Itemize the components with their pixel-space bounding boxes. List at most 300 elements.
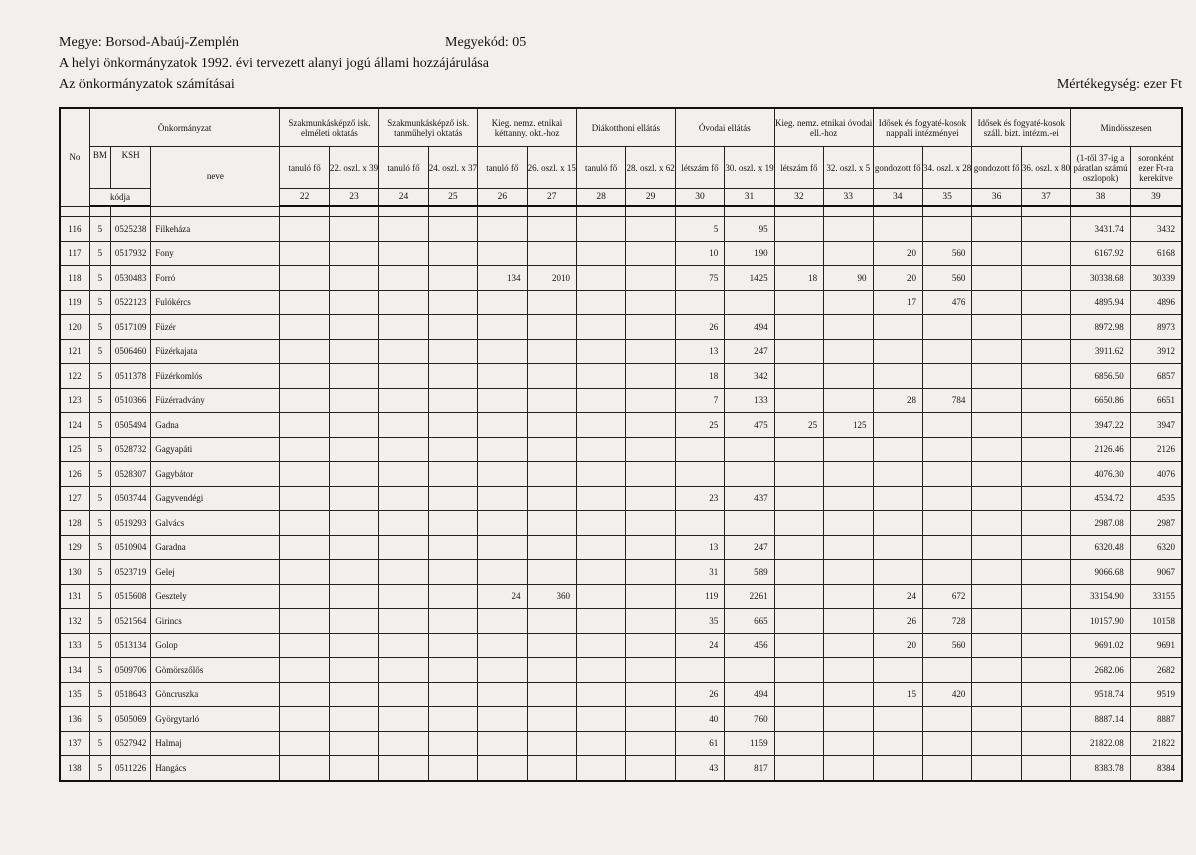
cell-c27 xyxy=(527,462,576,487)
cell-ksh: 0510904 xyxy=(110,535,150,560)
group-header: Mindösszesen xyxy=(1071,108,1182,147)
cell-c25 xyxy=(428,266,477,291)
cell-c31 xyxy=(725,658,774,683)
cell-c31: 456 xyxy=(725,633,774,658)
cell-c35 xyxy=(922,217,971,242)
cell-c32 xyxy=(774,609,823,634)
cell-bm: 5 xyxy=(89,266,110,291)
cell-name: Galvács xyxy=(151,511,280,536)
cell-c22 xyxy=(280,241,329,266)
cell-c36 xyxy=(972,462,1021,487)
cell-ksh: 0518643 xyxy=(110,682,150,707)
cell-c26 xyxy=(478,290,527,315)
group-header: Kieg. nemz. etnikai óvodai ell.-hoz xyxy=(774,108,873,147)
cell-c22 xyxy=(280,364,329,389)
cell-c29 xyxy=(626,535,675,560)
cell-no: 132 xyxy=(60,609,89,634)
cell-c36 xyxy=(972,315,1021,340)
cell-c28 xyxy=(576,609,625,634)
cell-c39: 4896 xyxy=(1130,290,1182,315)
cell-c39: 8887 xyxy=(1130,707,1182,732)
cell-c29 xyxy=(626,241,675,266)
cell-ksh: 0523719 xyxy=(110,560,150,585)
cell-c26 xyxy=(478,609,527,634)
cell-c22 xyxy=(280,290,329,315)
cell-c36 xyxy=(972,633,1021,658)
cell-no: 121 xyxy=(60,339,89,364)
cell-c38: 6167.92 xyxy=(1071,241,1131,266)
cell-c23 xyxy=(329,266,378,291)
cell-c38: 8887.14 xyxy=(1071,707,1131,732)
table-row xyxy=(60,560,1182,585)
cell-c28 xyxy=(576,290,625,315)
cell-no: 118 xyxy=(60,266,89,291)
cell-c33 xyxy=(824,658,873,683)
table-body xyxy=(60,206,1182,781)
cell-c31: 817 xyxy=(725,756,774,781)
cell-c32 xyxy=(774,217,823,242)
cell-c39: 10158 xyxy=(1130,609,1182,634)
col-number: 33 xyxy=(824,189,873,207)
cell-c28 xyxy=(576,560,625,585)
cell-c28 xyxy=(576,486,625,511)
cell-c36 xyxy=(972,584,1021,609)
cell-ksh: 0510366 xyxy=(110,388,150,413)
cell-c27 xyxy=(527,217,576,242)
sub-header: tanuló fő xyxy=(379,147,428,189)
cell-name: Füzérradvány xyxy=(151,388,280,413)
col-number: 38 xyxy=(1071,189,1131,207)
cell-c22 xyxy=(280,217,329,242)
cell-c24 xyxy=(379,462,428,487)
cell-c32 xyxy=(774,584,823,609)
col-ksh: KSH xyxy=(110,147,150,189)
cell-no: 131 xyxy=(60,584,89,609)
cell-c26 xyxy=(478,682,527,707)
cell-c30: 26 xyxy=(675,682,724,707)
cell-c31: 95 xyxy=(725,217,774,242)
cell-c39: 2682 xyxy=(1130,658,1182,683)
sub-header: tanuló fő xyxy=(478,147,527,189)
cell-name: Füzérkomlós xyxy=(151,364,280,389)
cell-c28 xyxy=(576,315,625,340)
group-header: Kieg. nemz. etnikai kéttanny. okt.-hoz xyxy=(478,108,577,147)
cell-c36 xyxy=(972,266,1021,291)
cell-c30: 5 xyxy=(675,217,724,242)
sub-header: soronként ezer Ft-ra kerekítve xyxy=(1130,147,1182,189)
cell-c31: 475 xyxy=(725,413,774,438)
cell-c23 xyxy=(329,633,378,658)
col-number: 35 xyxy=(922,189,971,207)
cell-c36 xyxy=(972,290,1021,315)
sub-header: 30. oszl. x 19 xyxy=(725,147,774,189)
cell-c35: 728 xyxy=(922,609,971,634)
cell-c34 xyxy=(873,511,922,536)
table-row xyxy=(60,364,1182,389)
cell-c33 xyxy=(824,535,873,560)
cell-c39: 4076 xyxy=(1130,462,1182,487)
cell-name: Györgytarló xyxy=(151,707,280,732)
cell-c27 xyxy=(527,241,576,266)
col-number: 31 xyxy=(725,189,774,207)
cell-c30: 119 xyxy=(675,584,724,609)
sub-header: gondozott fő xyxy=(972,147,1021,189)
cell-c24 xyxy=(379,364,428,389)
cell-c39: 30339 xyxy=(1130,266,1182,291)
cell-c25 xyxy=(428,462,477,487)
cell-c30 xyxy=(675,462,724,487)
cell-c27 xyxy=(527,437,576,462)
sub-header: létszám fő xyxy=(774,147,823,189)
cell-c24 xyxy=(379,437,428,462)
cell-c22 xyxy=(280,511,329,536)
spacer-row xyxy=(60,206,1182,217)
cell-name: Garadna xyxy=(151,535,280,560)
cell-bm: 5 xyxy=(89,658,110,683)
cell-name: Fulókércs xyxy=(151,290,280,315)
cell-bm: 5 xyxy=(89,241,110,266)
cell-c23 xyxy=(329,731,378,756)
cell-c38: 4534.72 xyxy=(1071,486,1131,511)
cell-c22 xyxy=(280,609,329,634)
group-header: Idősek és fogyaté-kosok száll. bizt. intézm.-ei xyxy=(972,108,1071,147)
cell-bm: 5 xyxy=(89,339,110,364)
table-row xyxy=(60,315,1182,340)
cell-c25 xyxy=(428,486,477,511)
cell-ksh: 0519293 xyxy=(110,511,150,536)
cell-no: 122 xyxy=(60,364,89,389)
cell-c35: 420 xyxy=(922,682,971,707)
cell-c27 xyxy=(527,609,576,634)
cell-c26 xyxy=(478,707,527,732)
cell-c23 xyxy=(329,462,378,487)
cell-c37 xyxy=(1021,413,1070,438)
cell-c30: 43 xyxy=(675,756,724,781)
cell-no: 128 xyxy=(60,511,89,536)
cell-no: 125 xyxy=(60,437,89,462)
col-number: 32 xyxy=(774,189,823,207)
cell-c29 xyxy=(626,217,675,242)
cell-c32 xyxy=(774,731,823,756)
cell-c23 xyxy=(329,658,378,683)
cell-c38: 2682.06 xyxy=(1071,658,1131,683)
table-row xyxy=(60,217,1182,242)
cell-ksh: 0522123 xyxy=(110,290,150,315)
cell-c38: 4895.94 xyxy=(1071,290,1131,315)
col-number: 22 xyxy=(280,189,329,207)
cell-c24 xyxy=(379,682,428,707)
sub-header: 34. oszl. x 28 xyxy=(922,147,971,189)
cell-c33 xyxy=(824,731,873,756)
col-number: 30 xyxy=(675,189,724,207)
cell-c33 xyxy=(824,609,873,634)
cell-c37 xyxy=(1021,462,1070,487)
cell-c34: 20 xyxy=(873,633,922,658)
cell-c23 xyxy=(329,756,378,781)
cell-c27 xyxy=(527,315,576,340)
cell-c39: 9067 xyxy=(1130,560,1182,585)
cell-c25 xyxy=(428,756,477,781)
cell-c29 xyxy=(626,364,675,389)
cell-c24 xyxy=(379,584,428,609)
cell-name: Gesztely xyxy=(151,584,280,609)
cell-c24 xyxy=(379,290,428,315)
cell-c38: 4076.30 xyxy=(1071,462,1131,487)
cell-c34: 28 xyxy=(873,388,922,413)
cell-name: Girincs xyxy=(151,609,280,634)
cell-c39: 3947 xyxy=(1130,413,1182,438)
cell-ksh: 0511378 xyxy=(110,364,150,389)
cell-c30: 35 xyxy=(675,609,724,634)
cell-c35 xyxy=(922,486,971,511)
cell-c33 xyxy=(824,437,873,462)
cell-c34 xyxy=(873,217,922,242)
cell-c38: 6856.50 xyxy=(1071,364,1131,389)
cell-c22 xyxy=(280,731,329,756)
cell-c36 xyxy=(972,756,1021,781)
cell-c33 xyxy=(824,511,873,536)
cell-c31: 589 xyxy=(725,560,774,585)
cell-c37 xyxy=(1021,241,1070,266)
cell-c24 xyxy=(379,315,428,340)
cell-bm: 5 xyxy=(89,682,110,707)
cell-c28 xyxy=(576,535,625,560)
cell-c37 xyxy=(1021,266,1070,291)
cell-c24 xyxy=(379,756,428,781)
sub-header: tanuló fő xyxy=(576,147,625,189)
cell-ksh: 0513134 xyxy=(110,633,150,658)
cell-c30: 10 xyxy=(675,241,724,266)
cell-c39: 9691 xyxy=(1130,633,1182,658)
cell-c38: 6650.86 xyxy=(1071,388,1131,413)
cell-c32 xyxy=(774,241,823,266)
cell-c26 xyxy=(478,560,527,585)
table-row xyxy=(60,535,1182,560)
cell-c33 xyxy=(824,315,873,340)
cell-no: 116 xyxy=(60,217,89,242)
cell-c29 xyxy=(626,290,675,315)
cell-c25 xyxy=(428,511,477,536)
cell-bm: 5 xyxy=(89,437,110,462)
cell-c22 xyxy=(280,462,329,487)
cell-c28 xyxy=(576,266,625,291)
cell-ksh: 0509706 xyxy=(110,658,150,683)
cell-c39: 8973 xyxy=(1130,315,1182,340)
cell-c23 xyxy=(329,609,378,634)
cell-c31 xyxy=(725,462,774,487)
cell-c30: 40 xyxy=(675,707,724,732)
cell-c35 xyxy=(922,315,971,340)
cell-c36 xyxy=(972,560,1021,585)
cell-c23 xyxy=(329,217,378,242)
cell-c29 xyxy=(626,462,675,487)
cell-no: 117 xyxy=(60,241,89,266)
cell-ksh: 0521564 xyxy=(110,609,150,634)
cell-c25 xyxy=(428,339,477,364)
cell-c24 xyxy=(379,633,428,658)
cell-ksh: 0528307 xyxy=(110,462,150,487)
table-row xyxy=(60,658,1182,683)
cell-ksh: 0515608 xyxy=(110,584,150,609)
table-row xyxy=(60,339,1182,364)
table-row xyxy=(60,609,1182,634)
data-table xyxy=(59,107,1183,782)
cell-c26 xyxy=(478,217,527,242)
cell-c24 xyxy=(379,731,428,756)
cell-c22 xyxy=(280,756,329,781)
cell-c32 xyxy=(774,315,823,340)
cell-bm: 5 xyxy=(89,388,110,413)
cell-c24 xyxy=(379,241,428,266)
cell-c22 xyxy=(280,633,329,658)
cell-c37 xyxy=(1021,437,1070,462)
cell-ksh: 0517109 xyxy=(110,315,150,340)
cell-c33 xyxy=(824,290,873,315)
table-row xyxy=(60,707,1182,732)
cell-c31: 190 xyxy=(725,241,774,266)
cell-c25 xyxy=(428,731,477,756)
cell-c29 xyxy=(626,266,675,291)
cell-c26 xyxy=(478,364,527,389)
cell-c24 xyxy=(379,707,428,732)
cell-c27 xyxy=(527,511,576,536)
cell-c32 xyxy=(774,658,823,683)
cell-c33 xyxy=(824,682,873,707)
sub-header: 24. oszl. x 37 xyxy=(428,147,477,189)
cell-c37 xyxy=(1021,315,1070,340)
cell-c38: 9066.68 xyxy=(1071,560,1131,585)
cell-c27: 2010 xyxy=(527,266,576,291)
cell-c39: 6651 xyxy=(1130,388,1182,413)
cell-c22 xyxy=(280,266,329,291)
cell-c25 xyxy=(428,241,477,266)
cell-c24 xyxy=(379,486,428,511)
cell-c38: 30338.68 xyxy=(1071,266,1131,291)
cell-c32 xyxy=(774,560,823,585)
cell-c30: 13 xyxy=(675,339,724,364)
cell-c26 xyxy=(478,315,527,340)
cell-c37 xyxy=(1021,633,1070,658)
cell-no: 138 xyxy=(60,756,89,781)
cell-c35 xyxy=(922,560,971,585)
cell-c26 xyxy=(478,511,527,536)
cell-c24 xyxy=(379,413,428,438)
cell-c38: 21822.08 xyxy=(1071,731,1131,756)
cell-c39: 6168 xyxy=(1130,241,1182,266)
cell-bm: 5 xyxy=(89,511,110,536)
cell-c28 xyxy=(576,584,625,609)
cell-c28 xyxy=(576,731,625,756)
cell-name: Halmaj xyxy=(151,731,280,756)
cell-c26 xyxy=(478,658,527,683)
cell-c35 xyxy=(922,731,971,756)
col-kodja: kódja xyxy=(89,189,151,207)
cell-c23 xyxy=(329,584,378,609)
table-row xyxy=(60,633,1182,658)
col-number: 24 xyxy=(379,189,428,207)
cell-ksh: 0528732 xyxy=(110,437,150,462)
page-title: A helyi önkormányzatok 1992. évi tervezett alanyi jogú állami hozzájárulása xyxy=(59,56,489,71)
sub-header: létszám fő xyxy=(675,147,724,189)
cell-c27 xyxy=(527,290,576,315)
cell-c37 xyxy=(1021,339,1070,364)
cell-c34 xyxy=(873,756,922,781)
cell-c32 xyxy=(774,462,823,487)
sub-header: 32. oszl. x 5 xyxy=(824,147,873,189)
cell-c26 xyxy=(478,437,527,462)
cell-c32 xyxy=(774,364,823,389)
cell-c36 xyxy=(972,388,1021,413)
cell-c34: 20 xyxy=(873,241,922,266)
cell-c28 xyxy=(576,241,625,266)
cell-c29 xyxy=(626,682,675,707)
cell-c22 xyxy=(280,339,329,364)
cell-c34: 17 xyxy=(873,290,922,315)
cell-c34 xyxy=(873,462,922,487)
cell-c34 xyxy=(873,413,922,438)
cell-c39: 3912 xyxy=(1130,339,1182,364)
cell-name: Göncruszka xyxy=(151,682,280,707)
cell-c25 xyxy=(428,388,477,413)
cell-ksh: 0530483 xyxy=(110,266,150,291)
cell-no: 129 xyxy=(60,535,89,560)
cell-c24 xyxy=(379,511,428,536)
cell-c35: 672 xyxy=(922,584,971,609)
cell-c24 xyxy=(379,560,428,585)
cell-name: Forró xyxy=(151,266,280,291)
cell-c36 xyxy=(972,437,1021,462)
cell-c23 xyxy=(329,413,378,438)
cell-c24 xyxy=(379,388,428,413)
cell-c24 xyxy=(379,266,428,291)
cell-c33: 125 xyxy=(824,413,873,438)
cell-c37 xyxy=(1021,682,1070,707)
cell-ksh: 0506460 xyxy=(110,339,150,364)
cell-c28 xyxy=(576,217,625,242)
cell-bm: 5 xyxy=(89,290,110,315)
cell-c36 xyxy=(972,364,1021,389)
col-bm: BM xyxy=(89,147,110,189)
cell-c34 xyxy=(873,437,922,462)
col-number: 26 xyxy=(478,189,527,207)
cell-c26: 24 xyxy=(478,584,527,609)
cell-c27 xyxy=(527,339,576,364)
col-neve: neve xyxy=(151,147,280,207)
sub-header: 36. oszl. x 80 xyxy=(1021,147,1070,189)
cell-c23 xyxy=(329,241,378,266)
cell-name: Gadna xyxy=(151,413,280,438)
cell-c35: 784 xyxy=(922,388,971,413)
cell-c33: 90 xyxy=(824,266,873,291)
cell-c38: 3947.22 xyxy=(1071,413,1131,438)
cell-c29 xyxy=(626,756,675,781)
cell-name: Golop xyxy=(151,633,280,658)
cell-c29 xyxy=(626,486,675,511)
cell-c31: 1159 xyxy=(725,731,774,756)
cell-c27 xyxy=(527,364,576,389)
sub-header: 26. oszl. x 15 xyxy=(527,147,576,189)
cell-c32 xyxy=(774,339,823,364)
page-subtitle: Az önkormányzatok számításai xyxy=(59,77,235,92)
cell-c37 xyxy=(1021,584,1070,609)
cell-c33 xyxy=(824,707,873,732)
cell-c32 xyxy=(774,437,823,462)
cell-c27: 360 xyxy=(527,584,576,609)
cell-ksh: 0527942 xyxy=(110,731,150,756)
cell-c38: 8972.98 xyxy=(1071,315,1131,340)
cell-c26 xyxy=(478,241,527,266)
cell-c35 xyxy=(922,535,971,560)
